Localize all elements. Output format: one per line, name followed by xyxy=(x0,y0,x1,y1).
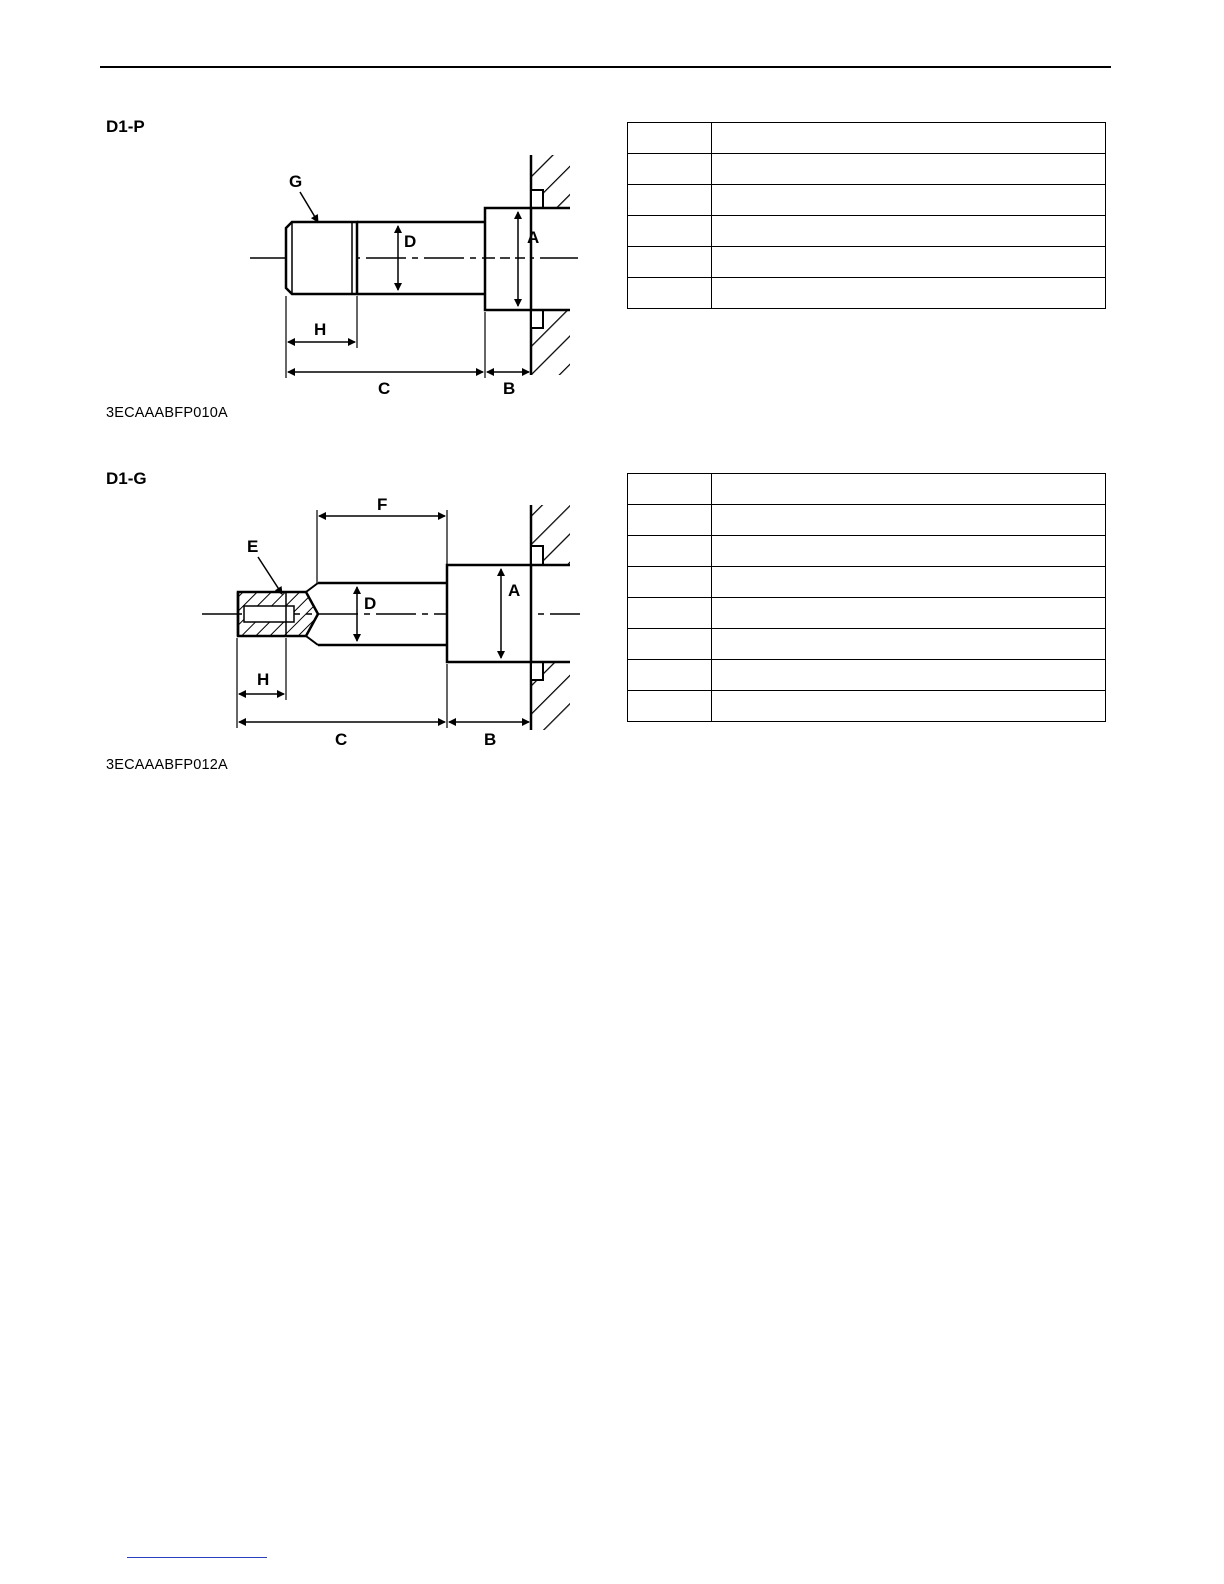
header-rule xyxy=(100,66,1111,68)
table-row xyxy=(628,598,1106,629)
figure-caption-d1p: 3ECAAABFP010A xyxy=(106,405,228,421)
table-row xyxy=(628,154,1106,185)
label-h-2: H xyxy=(257,670,270,689)
label-a-2: A xyxy=(508,581,521,600)
d1p-fitting-diagram xyxy=(240,150,585,400)
table-row xyxy=(628,660,1106,691)
table-row xyxy=(628,629,1106,660)
d1g-fitting-diagram xyxy=(195,490,585,755)
table-row xyxy=(628,216,1106,247)
table-row xyxy=(628,505,1106,536)
section-heading-d1p: D1-P xyxy=(106,117,145,136)
label-a: A xyxy=(527,228,540,247)
label-g: G xyxy=(289,172,303,191)
table-row xyxy=(628,278,1106,309)
table-row xyxy=(628,536,1106,567)
table-row xyxy=(628,185,1106,216)
label-b: B xyxy=(503,379,516,398)
table-row xyxy=(628,247,1106,278)
table-row xyxy=(628,474,1106,505)
label-b-2: B xyxy=(484,730,497,749)
label-c: C xyxy=(378,379,391,398)
section-heading-d1g: D1-G xyxy=(106,469,147,488)
label-c-2: C xyxy=(335,730,348,749)
spec-table-d1g xyxy=(627,473,1106,722)
label-f: F xyxy=(377,495,388,514)
table-row xyxy=(628,123,1106,154)
footer-link-underline[interactable] xyxy=(127,1557,267,1558)
label-d: D xyxy=(404,232,417,251)
label-e: E xyxy=(247,537,259,556)
table-row xyxy=(628,567,1106,598)
label-d-2: D xyxy=(364,594,377,613)
figure-caption-d1g: 3ECAAABFP012A xyxy=(106,757,228,773)
label-h: H xyxy=(314,320,327,339)
table-row xyxy=(628,691,1106,722)
spec-table-d1p xyxy=(627,122,1106,309)
